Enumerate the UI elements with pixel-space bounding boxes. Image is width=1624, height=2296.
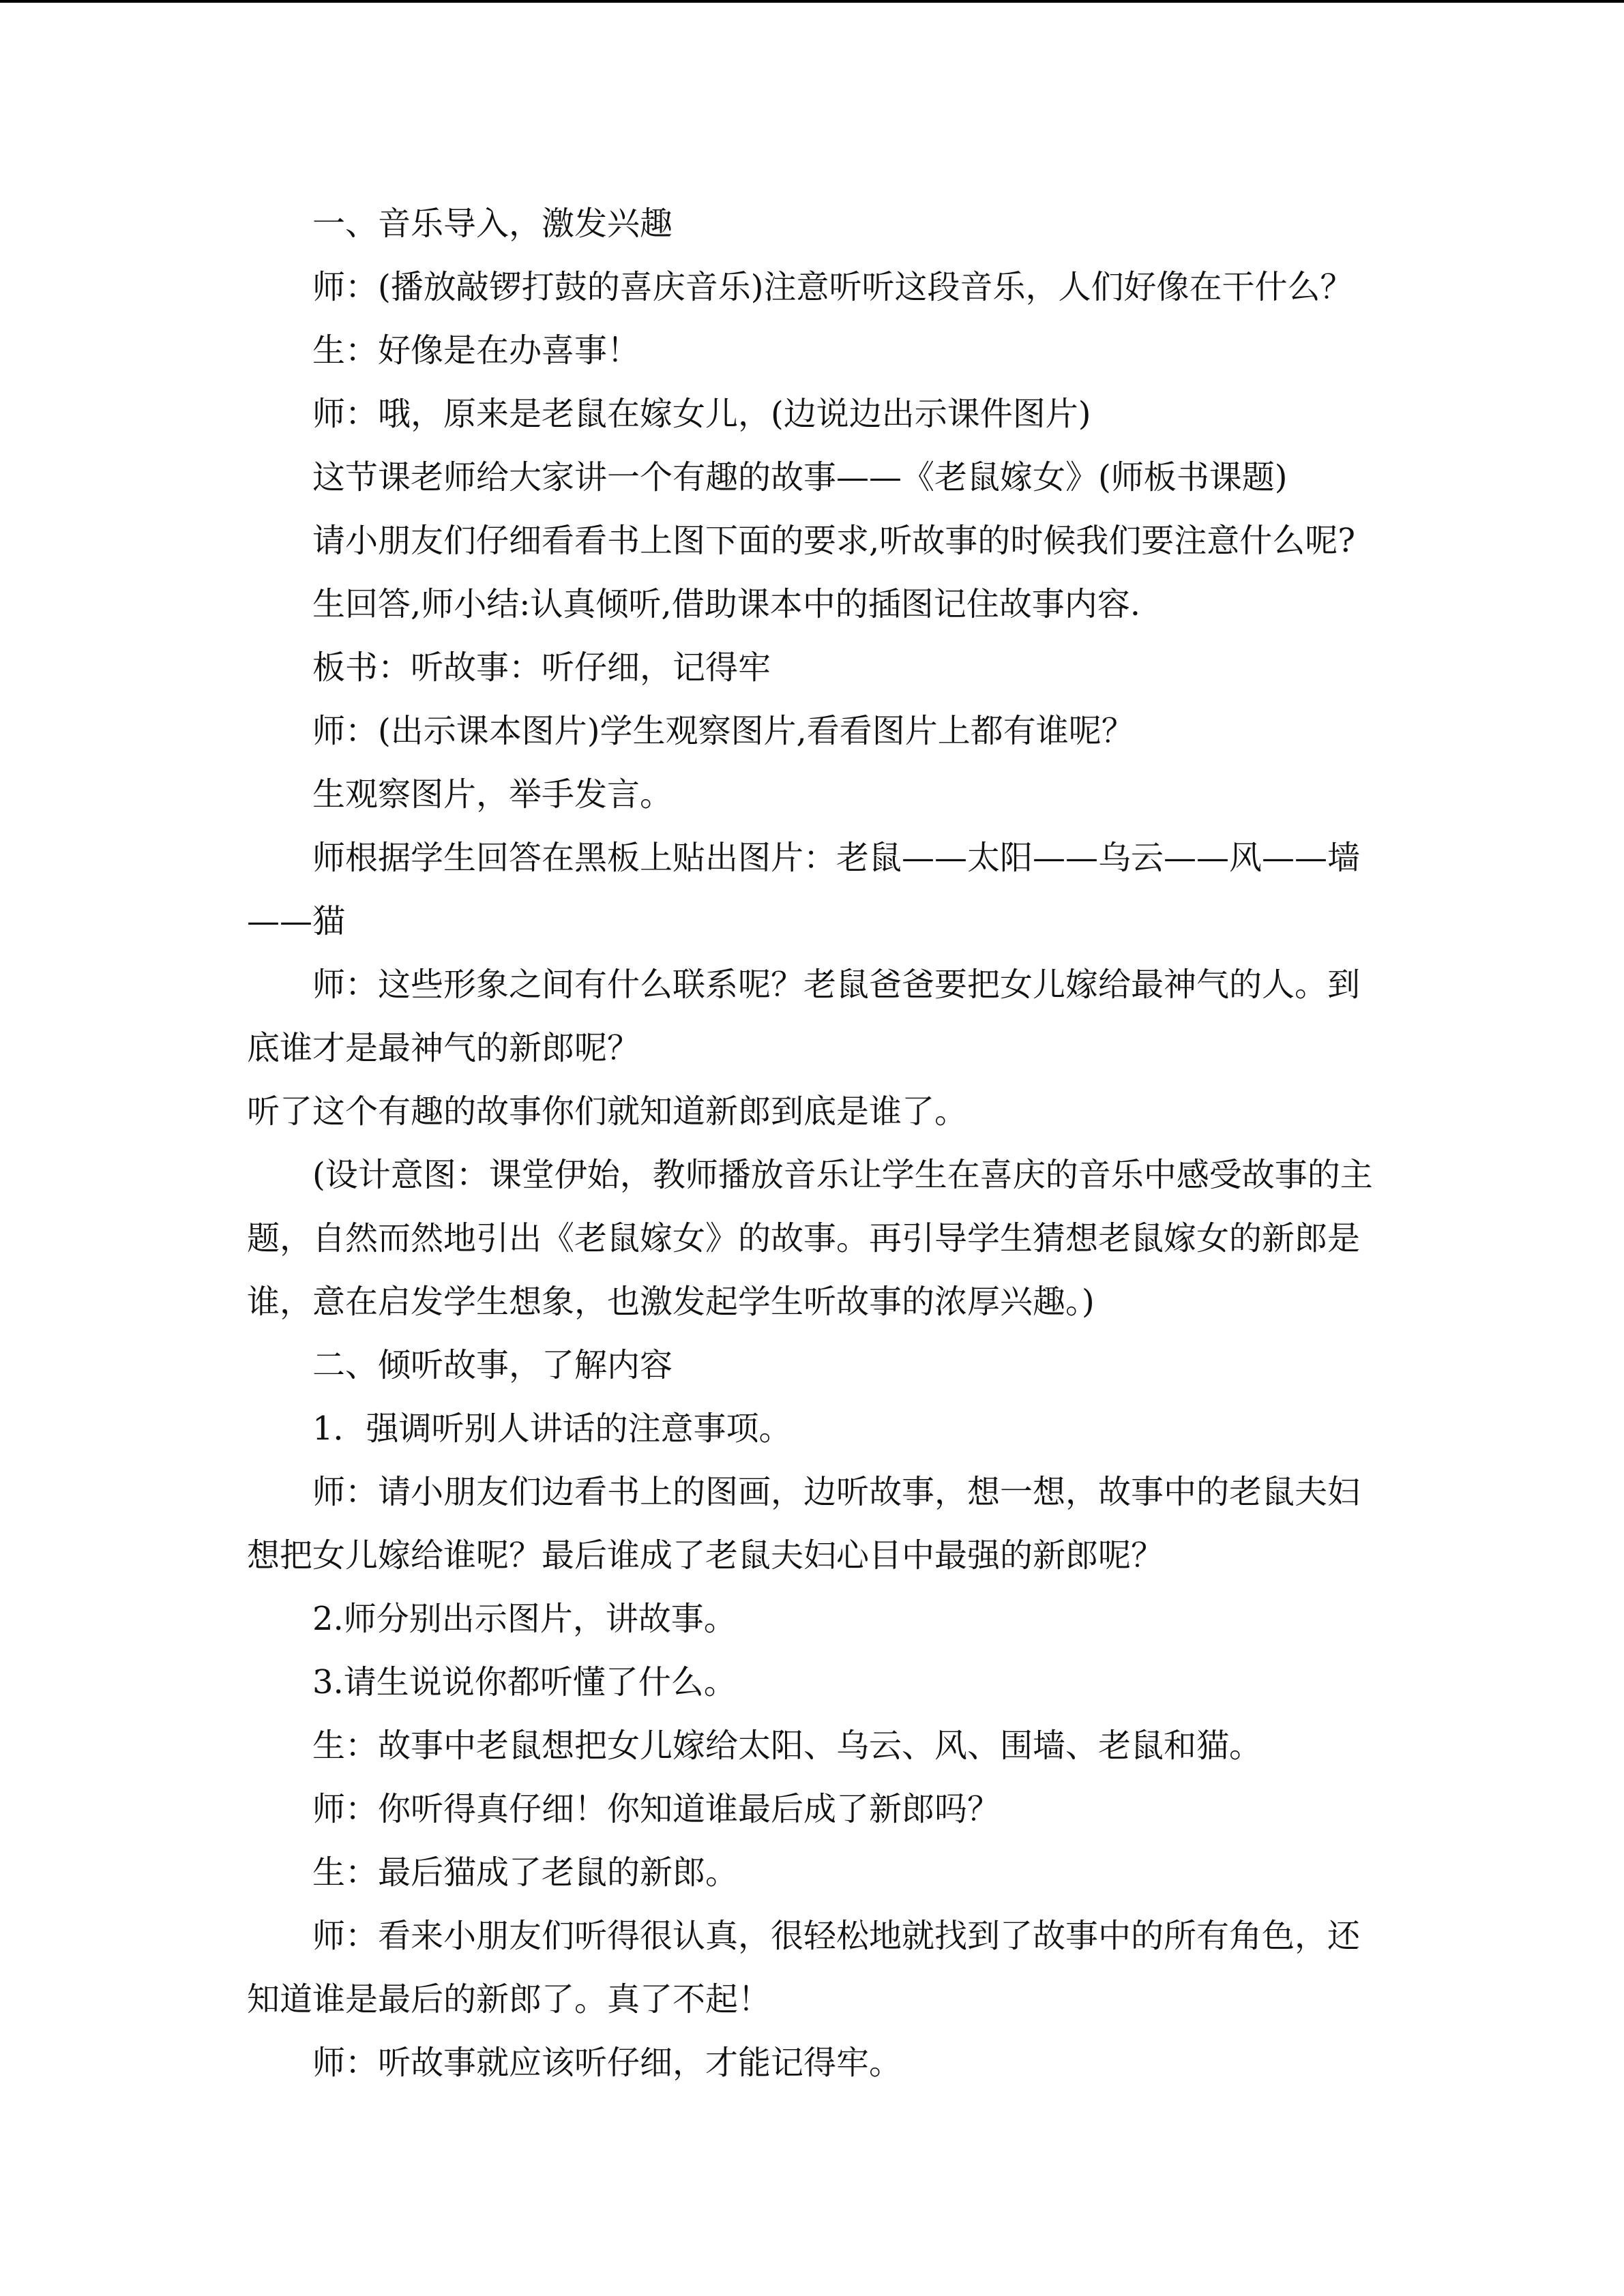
paragraph: 生：好像是在办喜事！ <box>312 331 640 370</box>
paragraph: 听了这个有趣的故事你们就知道新郎到底是谁了。 <box>247 1092 968 1131</box>
paragraph: 1．强调听别人讲话的注意事项。 <box>312 1410 792 1448</box>
paragraph: 生：最后猫成了老鼠的新郎。 <box>312 1853 739 1892</box>
paragraph: 请小朋友们仔细看看书上图下面的要求,听故事的时候我们要注意什么呢? <box>312 522 1355 560</box>
paragraph: 生：故事中老鼠想把女儿嫁给太阳、乌云、风、围墙、老鼠和猫。 <box>312 1727 1263 1765</box>
paragraph: 师：听故事就应该听仔细，才能记得牢。 <box>312 2044 902 2082</box>
paragraph: 板书：听故事：听仔细，记得牢 <box>312 648 771 687</box>
paragraph: 师：(出示课本图片)学生观察图片,看看图片上都有谁呢？ <box>312 712 1134 750</box>
paragraph: 这节课老师给大家讲一个有趣的故事——《老鼠嫁女》(师板书课题) <box>312 458 1288 496</box>
paragraph: 师：(播放敲锣打鼓的喜庆音乐)注意听听这段音乐，人们好像在干什么？ <box>312 268 1353 306</box>
paragraph: 3.请生说说你都听懂了什么。 <box>312 1663 737 1701</box>
paragraph: 师：这些形象之间有什么联系呢？老鼠爸爸要把女儿嫁给最神气的人。到底谁才是最神气的新郎呢？ <box>247 966 1361 1067</box>
page-top-border <box>0 0 1624 3</box>
paragraph: 师：哦，原来是老鼠在嫁女儿，(边说边出示课件图片) <box>312 395 1091 433</box>
paragraph: 二、倾听故事，了解内容 <box>312 1346 673 1384</box>
paragraph: 师：请小朋友们边看书上的图画，边听故事，想一想，故事中的老鼠夫妇想把女儿嫁给谁呢？最后谁成了老鼠夫妇心目中最强的新郎呢？ <box>247 1473 1361 1575</box>
paragraph: 生回答,师小结:认真倾听,借助课本中的插图记住故事内容. <box>312 585 1140 623</box>
paragraph: 一、音乐导入，激发兴趣 <box>312 205 673 243</box>
paragraph: 生观察图片，举手发言。 <box>312 775 673 814</box>
paragraph: (设计意图：课堂伊始，教师播放音乐让学生在喜庆的音乐中感受故事的主题，自然而然地引出《老鼠嫁女》的故事。再引导学生猜想老鼠嫁女的新郎是谁，意在启发学生想象，也激发起学生听故事的浓厚兴趣。) <box>247 1156 1373 1321</box>
paragraph: 师：你听得真仔细！你知道谁最后成了新郎吗？ <box>312 1790 1001 1828</box>
paragraph: 师根据学生回答在黑板上贴出图片：老鼠——太阳——乌云——风——墙——猫 <box>247 839 1361 940</box>
paragraph: 师：看来小朋友们听得很认真，很轻松地就找到了故事中的所有角色，还知道谁是最后的新郎了。真了不起！ <box>247 1917 1361 2018</box>
paragraph: 2.师分别出示图片，讲故事。 <box>312 1600 737 1638</box>
document-body <box>247 192 1379 2095</box>
